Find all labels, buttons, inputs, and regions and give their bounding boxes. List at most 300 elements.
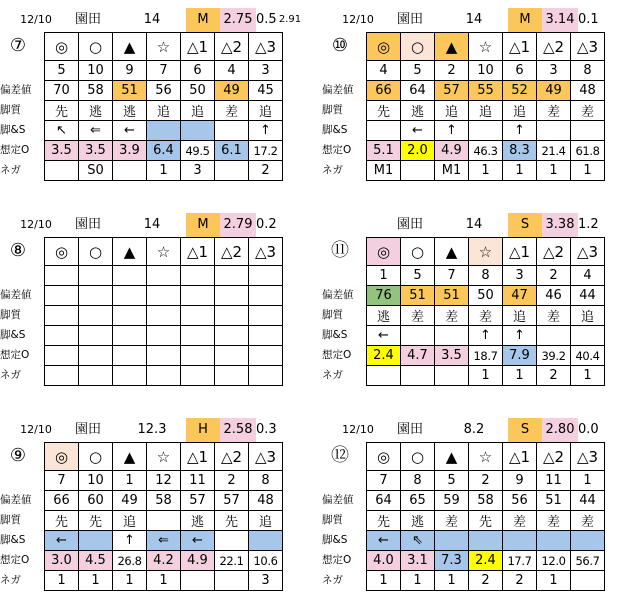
nega-cell: [181, 366, 215, 386]
row-label-hensachi: 偏差値: [0, 84, 32, 96]
mark-hoshi: ☆: [147, 238, 181, 266]
horse-number-cell: 8: [249, 471, 283, 491]
row-sotei-odds: [367, 551, 605, 571]
mark-taikou: ○: [401, 238, 435, 266]
hensachi-cell: 46: [537, 286, 571, 306]
hensachi-cell: 57: [181, 491, 215, 511]
race-value-2: 0.2: [256, 217, 277, 232]
hensachi-cell: 49: [537, 81, 571, 101]
row-kyakushitsu: [45, 306, 283, 326]
kyakushitsu-cell: 先: [45, 511, 79, 531]
mark-honmei: ◎: [367, 238, 401, 266]
kyaku-s-cell: ↑: [503, 326, 537, 346]
horse-number-cell: 12: [147, 471, 181, 491]
row-kyaku-s: [45, 531, 283, 551]
kyaku-s-cell: ↑: [469, 326, 503, 346]
race-value-2: 0.3: [256, 422, 277, 437]
race-distance: 12.3: [137, 422, 167, 437]
hensachi-cell: 58: [79, 81, 113, 101]
kyaku-s-cell: ↑: [435, 121, 469, 141]
nega-cell: 2: [249, 161, 283, 181]
nega-cell: [113, 366, 147, 386]
prediction-grid: [44, 32, 283, 181]
race-distance: 8.2: [463, 422, 485, 437]
sotei-odds-cell: 4.2: [147, 551, 181, 571]
race-panel-5: [0, 418, 300, 603]
horse-number-cell: 1: [113, 471, 147, 491]
race-value-3: 2.91: [278, 14, 302, 25]
kyaku-s-cell: [249, 326, 283, 346]
sotei-odds-cell: 17.7: [503, 551, 537, 571]
hensachi-cell: [181, 286, 215, 306]
race-date: [338, 213, 378, 237]
row-label-hensachi: 偏差値: [322, 494, 354, 506]
kyakushitsu-cell: 逃: [401, 511, 435, 531]
row-nega: [45, 571, 283, 591]
horse-number-cell: 11: [537, 471, 571, 491]
race-venue: 園田: [396, 12, 423, 27]
race-number: ⑩: [331, 35, 349, 56]
mark-hoshi: ☆: [469, 443, 503, 471]
mark-renka-1: △1: [181, 238, 215, 266]
row-kyakushitsu: [367, 511, 605, 531]
kyakushitsu-cell: 逃: [181, 511, 215, 531]
race-number: ⑪: [331, 240, 349, 261]
horse-number-cell: 5: [401, 266, 435, 286]
nega-cell: 1: [469, 161, 503, 181]
mark-taikou: ○: [79, 443, 113, 471]
nega-cell: 2: [503, 571, 537, 591]
row-horse-number: [367, 266, 605, 286]
race-value-3: [276, 213, 304, 237]
race-date: 12/10: [20, 218, 52, 231]
mark-renka-3: △3: [249, 238, 283, 266]
hensachi-cell: 57: [435, 81, 469, 101]
horse-number-cell: 6: [503, 61, 537, 81]
race-value-1: 3.14: [542, 8, 578, 32]
race-value-1: 2.79: [220, 213, 256, 237]
row-label-kyaku-s: 脚&S: [0, 329, 26, 341]
nega-cell: [571, 571, 605, 591]
row-hensachi: [45, 286, 283, 306]
nega-cell: 1: [79, 571, 113, 591]
sotei-odds-cell: 4.9: [181, 551, 215, 571]
race-header: [0, 213, 300, 237]
row-label-kyakushitsu: 脚質: [0, 514, 21, 526]
nega-cell: M1: [435, 161, 469, 181]
kyakushitsu-cell: 逃: [79, 101, 113, 121]
nega-cell: [147, 366, 181, 386]
horse-number-cell: 3: [537, 61, 571, 81]
race-class-badge: S: [508, 418, 542, 442]
kyakushitsu-cell: 追: [249, 511, 283, 531]
race-venue: 園田: [396, 422, 423, 437]
kyakushitsu-cell: 先: [79, 511, 113, 531]
row-label-kyakushitsu: 脚質: [0, 309, 21, 321]
horse-number-cell: 7: [435, 266, 469, 286]
mark-taikou: ○: [79, 33, 113, 61]
sotei-odds-cell: [147, 346, 181, 366]
sotei-odds-cell: [79, 346, 113, 366]
sotei-odds-cell: 4.7: [401, 346, 435, 366]
hensachi-cell: 51: [435, 286, 469, 306]
sotei-odds-cell: [249, 346, 283, 366]
kyakushitsu-cell: 追: [503, 101, 537, 121]
kyaku-s-cell: [469, 121, 503, 141]
race-date: 12/10: [342, 423, 374, 436]
nega-cell: 1: [503, 161, 537, 181]
mark-taikou: ○: [79, 238, 113, 266]
nega-cell: S0: [79, 161, 113, 181]
nega-cell: [181, 571, 215, 591]
race-value-1: 2.58: [220, 418, 256, 442]
kyakushitsu-cell: 差: [401, 306, 435, 326]
row-hensachi: [367, 286, 605, 306]
nega-cell: 1: [147, 161, 181, 181]
nega-cell: 1: [367, 571, 401, 591]
mark-renka-2: △2: [537, 238, 571, 266]
kyaku-s-cell: [401, 326, 435, 346]
race-number: ⑧: [9, 240, 27, 261]
race-header: [0, 8, 300, 32]
mark-renka-1: △1: [181, 33, 215, 61]
row-label-sotei-odds: 想定O: [0, 554, 30, 566]
horse-number-cell: 4: [367, 61, 401, 81]
nega-cell: [401, 161, 435, 181]
mark-row: [367, 238, 605, 266]
horse-number-cell: 2: [435, 61, 469, 81]
nega-cell: 1: [401, 571, 435, 591]
kyaku-s-cell: ↖: [45, 121, 79, 141]
row-horse-number: [367, 61, 605, 81]
horse-number-cell: [147, 266, 181, 286]
mark-renka-3: △3: [571, 33, 605, 61]
kyaku-s-cell: [571, 531, 605, 551]
mark-honmei: ◎: [367, 33, 401, 61]
nega-cell: [249, 366, 283, 386]
mark-renka-2: △2: [537, 443, 571, 471]
row-kyaku-s: [367, 531, 605, 551]
mark-taikou: ○: [401, 33, 435, 61]
hensachi-cell: 64: [401, 81, 435, 101]
kyaku-s-cell: ←: [45, 531, 79, 551]
hensachi-cell: 64: [367, 491, 401, 511]
row-kyakushitsu: [45, 511, 283, 531]
horse-number-cell: 4: [571, 266, 605, 286]
hensachi-cell: [147, 286, 181, 306]
race-panel-6: [322, 418, 622, 603]
hensachi-cell: 65: [401, 491, 435, 511]
nega-cell: [45, 366, 79, 386]
race-value-3: [598, 418, 625, 442]
nega-cell: [215, 366, 249, 386]
horse-number-cell: [215, 266, 249, 286]
nega-cell: 2: [537, 366, 571, 386]
race-class-badge: M: [508, 8, 542, 32]
sotei-odds-cell: 26.8: [113, 551, 147, 571]
mark-tanana: ▲: [113, 238, 147, 266]
kyakushitsu-cell: 逃: [367, 306, 401, 326]
race-value-2: 0.5: [256, 12, 277, 27]
sotei-odds-cell: 4.5: [79, 551, 113, 571]
kyaku-s-cell: [435, 531, 469, 551]
horse-number-cell: [79, 266, 113, 286]
prediction-grid: [366, 32, 605, 181]
kyaku-s-cell: ⇐: [79, 121, 113, 141]
kyakushitsu-cell: 差: [503, 511, 537, 531]
kyaku-s-cell: [537, 531, 571, 551]
nega-cell: [401, 366, 435, 386]
horse-number-cell: 3: [503, 266, 537, 286]
row-label-hensachi: 偏差値: [322, 84, 354, 96]
mark-renka-2: △2: [215, 443, 249, 471]
race-number: ⑨: [9, 445, 27, 466]
kyakushitsu-cell: 差: [571, 511, 605, 531]
race-panel-2: [322, 8, 622, 193]
race-class-badge: M: [186, 213, 220, 237]
kyakushitsu-cell: 追: [147, 101, 181, 121]
kyaku-s-cell: [79, 326, 113, 346]
mark-row: [45, 238, 283, 266]
row-nega: [45, 366, 283, 386]
kyakushitsu-cell: [215, 306, 249, 326]
row-sotei-odds: [367, 346, 605, 366]
kyaku-s-cell: ←: [367, 531, 401, 551]
hensachi-cell: 66: [367, 81, 401, 101]
horse-number-cell: 1: [367, 266, 401, 286]
kyaku-s-cell: [147, 121, 181, 141]
row-label-kyakushitsu: 脚質: [322, 104, 343, 116]
kyakushitsu-cell: 差: [537, 511, 571, 531]
hensachi-cell: 58: [469, 491, 503, 511]
row-label-nega: ネガ: [322, 164, 343, 176]
mark-honmei: ◎: [45, 443, 79, 471]
sotei-odds-cell: 8.3: [503, 141, 537, 161]
sotei-odds-cell: [215, 346, 249, 366]
mark-row: [367, 443, 605, 471]
sotei-odds-cell: 3.5: [435, 346, 469, 366]
sotei-odds-cell: 21.4: [537, 141, 571, 161]
sotei-odds-cell: 2.4: [469, 551, 503, 571]
row-label-kyaku-s: 脚&S: [0, 534, 26, 546]
hensachi-cell: 55: [469, 81, 503, 101]
row-hensachi: [45, 491, 283, 511]
mark-renka-3: △3: [249, 443, 283, 471]
mark-row: [45, 443, 283, 471]
horse-number-cell: 11: [181, 471, 215, 491]
horse-number-cell: 8: [469, 266, 503, 286]
hensachi-cell: [215, 286, 249, 306]
kyaku-s-cell: [181, 326, 215, 346]
row-nega: [367, 161, 605, 181]
kyakushitsu-cell: 追: [113, 511, 147, 531]
hensachi-cell: 59: [435, 491, 469, 511]
row-horse-number: [45, 471, 283, 491]
sotei-odds-cell: 6.1: [215, 141, 249, 161]
sotei-odds-cell: 2.0: [401, 141, 435, 161]
sotei-odds-cell: 12.0: [537, 551, 571, 571]
horse-number-cell: 10: [79, 471, 113, 491]
race-class-badge: H: [186, 418, 220, 442]
mark-tanana: ▲: [435, 238, 469, 266]
kyakushitsu-cell: [181, 306, 215, 326]
mark-renka-3: △3: [571, 443, 605, 471]
row-label-hensachi: 偏差値: [0, 494, 32, 506]
sotei-odds-cell: 3.5: [79, 141, 113, 161]
sotei-odds-cell: 22.1: [215, 551, 249, 571]
kyakushitsu-cell: 差: [571, 101, 605, 121]
row-nega: [367, 571, 605, 591]
horse-number-cell: 4: [215, 61, 249, 81]
hensachi-cell: 60: [79, 491, 113, 511]
nega-cell: 1: [571, 161, 605, 181]
row-label-nega: ネガ: [322, 574, 343, 586]
race-number: ⑦: [9, 35, 27, 56]
horse-number-cell: 5: [435, 471, 469, 491]
hensachi-cell: 70: [45, 81, 79, 101]
sotei-odds-cell: 49.5: [181, 141, 215, 161]
mark-renka-2: △2: [537, 33, 571, 61]
sotei-odds-cell: 4.0: [367, 551, 401, 571]
hensachi-cell: 48: [571, 81, 605, 101]
race-value-1: 2.80: [542, 418, 578, 442]
hensachi-cell: 50: [181, 81, 215, 101]
row-sotei-odds: [45, 551, 283, 571]
race-class-badge: S: [508, 213, 542, 237]
kyaku-s-cell: ←: [181, 531, 215, 551]
prediction-grid: [366, 237, 605, 386]
nega-cell: 1: [45, 571, 79, 591]
nega-cell: [215, 161, 249, 181]
horse-number-cell: 10: [79, 61, 113, 81]
horse-number-cell: [45, 266, 79, 286]
hensachi-cell: 57: [215, 491, 249, 511]
mark-renka-3: △3: [249, 33, 283, 61]
row-kyakushitsu: [45, 101, 283, 121]
race-value-2: 0.1: [578, 12, 599, 27]
hensachi-cell: [45, 286, 79, 306]
race-venue: 園田: [74, 217, 101, 232]
sotei-odds-cell: 2.4: [367, 346, 401, 366]
nega-cell: 1: [113, 571, 147, 591]
nega-cell: 1: [435, 571, 469, 591]
race-venue: 園田: [74, 422, 101, 437]
prediction-grid: [44, 237, 283, 386]
kyaku-s-cell: [113, 326, 147, 346]
nega-cell: [435, 366, 469, 386]
horse-number-cell: 1: [571, 471, 605, 491]
race-date: 12/10: [342, 13, 374, 26]
race-panel-4: [322, 213, 622, 398]
row-label-sotei-odds: 想定O: [0, 144, 30, 156]
horse-number-cell: 3: [249, 61, 283, 81]
sotei-odds-cell: 3.5: [45, 141, 79, 161]
hensachi-cell: 45: [249, 81, 283, 101]
kyaku-s-cell: [215, 531, 249, 551]
kyakushitsu-cell: 逃: [113, 101, 147, 121]
row-hensachi: [367, 491, 605, 511]
sotei-odds-cell: 4.9: [435, 141, 469, 161]
nega-cell: 3: [181, 161, 215, 181]
horse-number-cell: [181, 266, 215, 286]
race-header: [322, 213, 622, 237]
kyaku-s-cell: ←: [367, 326, 401, 346]
mark-taikou: ○: [401, 443, 435, 471]
kyakushitsu-cell: 差: [435, 511, 469, 531]
horse-number-cell: 5: [45, 61, 79, 81]
row-hensachi: [367, 81, 605, 101]
kyakushitsu-cell: 先: [367, 101, 401, 121]
hensachi-cell: 51: [401, 286, 435, 306]
nega-cell: M1: [367, 161, 401, 181]
kyaku-s-cell: [571, 326, 605, 346]
hensachi-cell: 56: [147, 81, 181, 101]
horse-number-cell: 7: [147, 61, 181, 81]
hensachi-cell: 44: [571, 491, 605, 511]
sotei-odds-cell: [113, 346, 147, 366]
row-label-nega: ネガ: [322, 369, 343, 381]
kyaku-s-cell: ↑: [249, 121, 283, 141]
mark-hoshi: ☆: [147, 443, 181, 471]
kyakushitsu-cell: 追: [181, 101, 215, 121]
hensachi-cell: 49: [215, 81, 249, 101]
mark-row: [45, 33, 283, 61]
hensachi-cell: 49: [113, 491, 147, 511]
kyaku-s-cell: ↑: [113, 531, 147, 551]
mark-renka-1: △1: [181, 443, 215, 471]
horse-number-cell: 8: [401, 471, 435, 491]
sotei-odds-cell: 7.9: [503, 346, 537, 366]
kyakushitsu-cell: [147, 511, 181, 531]
row-kyaku-s: [45, 121, 283, 141]
nega-cell: 1: [537, 161, 571, 181]
row-kyaku-s: [367, 326, 605, 346]
horse-number-cell: 2: [469, 471, 503, 491]
kyaku-s-cell: ←: [113, 121, 147, 141]
mark-hoshi: ☆: [469, 238, 503, 266]
horse-number-cell: 2: [537, 266, 571, 286]
race-value-3: [276, 418, 304, 442]
kyakushitsu-cell: 逃: [401, 101, 435, 121]
row-label-kyakushitsu: 脚質: [0, 104, 21, 116]
row-label-sotei-odds: 想定O: [322, 144, 352, 156]
mark-renka-2: △2: [215, 33, 249, 61]
kyakushitsu-cell: 差: [537, 306, 571, 326]
race-header: [322, 418, 622, 442]
row-label-hensachi: 偏差値: [322, 289, 354, 301]
horse-number-cell: [113, 266, 147, 286]
race-panel-1: [0, 8, 300, 193]
mark-renka-1: △1: [503, 443, 537, 471]
kyaku-s-cell: ⇖: [401, 531, 435, 551]
sotei-odds-cell: [45, 346, 79, 366]
row-label-sotei-odds: 想定O: [0, 349, 30, 361]
kyakushitsu-cell: 追: [435, 101, 469, 121]
row-sotei-odds: [45, 346, 283, 366]
row-label-nega: ネガ: [0, 574, 21, 586]
race-value-1: 2.75: [220, 8, 256, 32]
kyakushitsu-cell: 追: [503, 306, 537, 326]
sotei-odds-cell: 6.4: [147, 141, 181, 161]
kyaku-s-cell: ↑: [503, 121, 537, 141]
kyakushitsu-cell: 先: [45, 101, 79, 121]
hensachi-cell: 52: [503, 81, 537, 101]
race-header: [322, 8, 622, 32]
row-kyakushitsu: [367, 306, 605, 326]
hensachi-cell: 51: [113, 81, 147, 101]
mark-honmei: ◎: [367, 443, 401, 471]
race-class-badge: M: [186, 8, 220, 32]
